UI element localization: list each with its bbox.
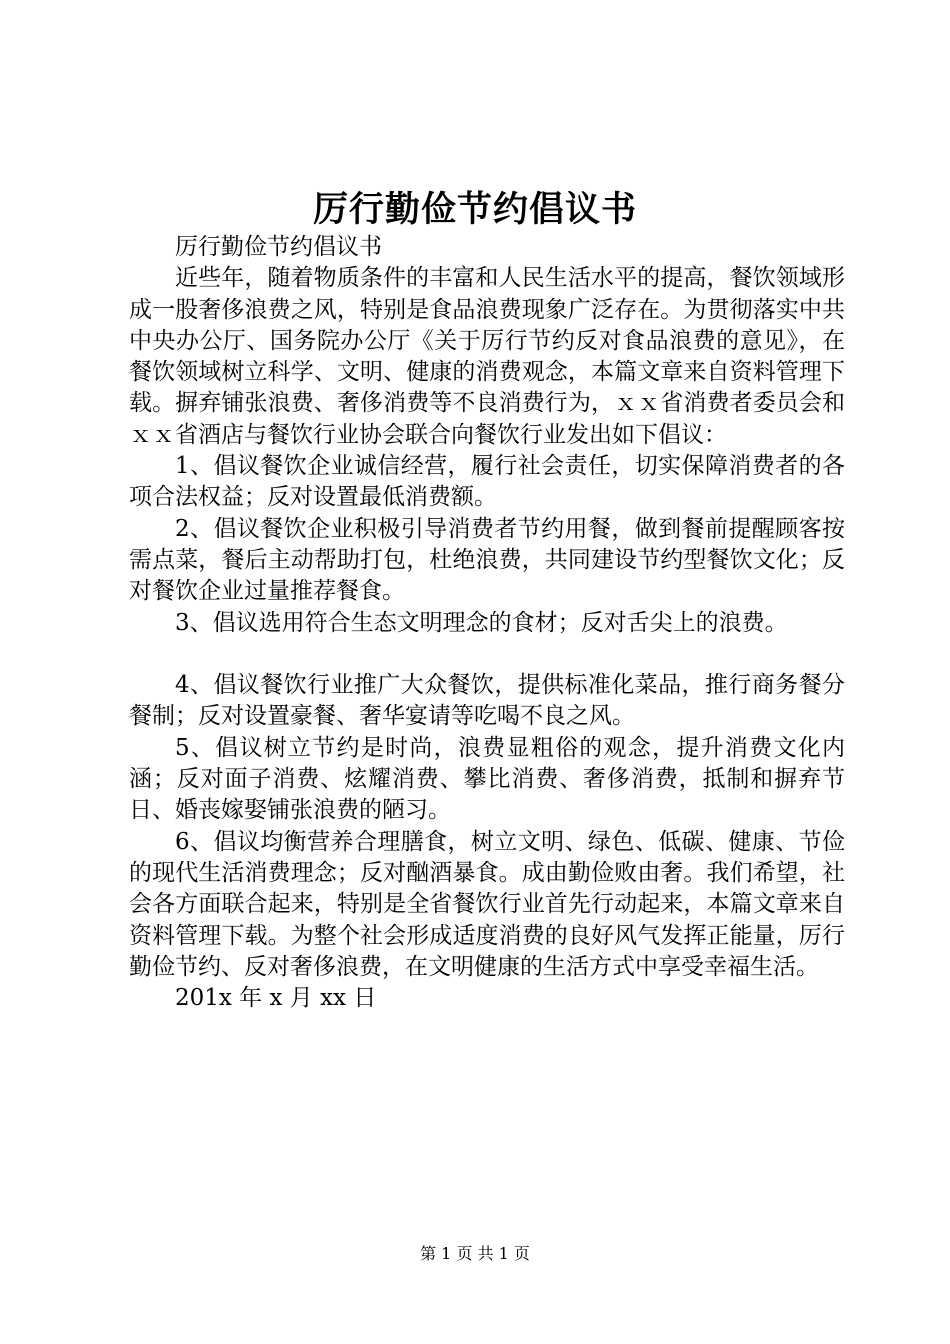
- proposal-item-2: 2、倡议餐饮企业积极引导消费者节约用餐，做到餐前提醒顾客按需点菜，餐后主动帮助打包，杜绝浪费，共同建设节约型餐饮文化；反对餐饮企业过量推荐餐食。: [129, 515, 845, 605]
- proposal-item-3: 3、倡议选用符合生态文明理念的食材；反对舌尖上的浪费。: [175, 609, 788, 636]
- document-body: [129, 232, 845, 1014]
- document-title: 厉行勤俭节约倡议书: [312, 189, 637, 230]
- page-footer: 第 1 页 共 1 页: [420, 1244, 530, 1263]
- subtitle-paragraph: 厉行勤俭节约倡议书: [175, 234, 382, 260]
- proposal-item-5: 5、倡议树立节约是时尚，浪费显粗俗的观念，提升消费文化内涵；反对面子消费、炫耀消费、攀比消费、奢侈消费，抵制和摒弃节日、婚丧嫁娶铺张浪费的陋习。: [129, 734, 845, 824]
- proposal-item-6: 6、倡议均衡营养合理膳食，树立文明、绿色、低碳、健康、节俭的现代生活消费理念；反对酗酒暴食。成由勤俭败由奢。我们希望，社会各方面联合起来，特别是全省餐饮行业首先行动起来，本篇文章来自资料管理下载。为整个社会形成适度消费的良好风气发挥正能量，厉行勤俭节约、反对奢侈浪费，在文明健康的生活方式中享受幸福生活。: [129, 828, 845, 980]
- date-line: 201x 年 x 月 xx 日: [175, 985, 377, 1012]
- proposal-item-1: 1、倡议餐饮企业诚信经营，履行社会责任，切实保障消费者的各项合法权益；反对设置最低消费额。: [129, 453, 845, 511]
- proposal-item-4: 4、倡议餐饮行业推广大众餐饮，提供标准化菜品，推行商务餐分餐制；反对设置豪餐、奢华宴请等吃喝不良之风。: [129, 672, 845, 730]
- blank-line: [129, 639, 845, 670]
- intro-paragraph: 近些年，随着物质条件的丰富和人民生活水平的提高，餐饮领域形成一股奢侈浪费之风，特别是食品浪费现象广泛存在。为贯彻落实中共中央办公厅、国务院办公厅《关于厉行节约反对食品浪费的意见》，在餐饮领域树立科学、文明、健康的消费观念，本篇文章来自资料管理下载。摒弃铺张浪费、奢侈消费等不良消费行为，ｘｘ省消费者委员会和ｘｘ省酒店与餐饮行业协会联合向餐饮行业发出如下倡议：: [129, 265, 845, 448]
